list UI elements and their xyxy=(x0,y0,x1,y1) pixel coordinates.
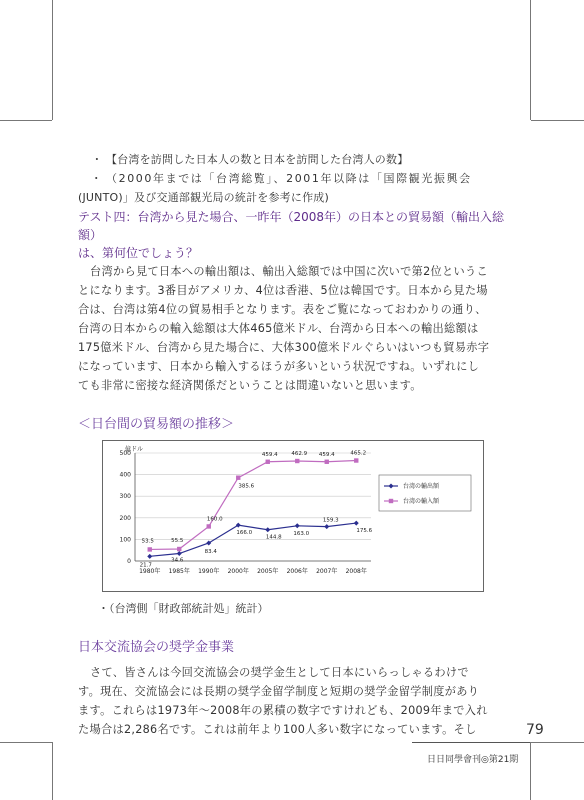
question-title-line: テスト四：台湾から見た場合、一昨年（2008年）の日本との貿易額（輸出入総額） xyxy=(78,210,505,242)
x-tick-label: 1990年 xyxy=(198,568,220,575)
section-title: 日本交流協会の奨学金事業 xyxy=(78,640,235,655)
question-title-line: は、第何位でしょう？ xyxy=(78,246,199,260)
data-point xyxy=(354,458,358,462)
footer-journal-title: 日日同學會刊◎第21期 xyxy=(427,755,519,765)
paragraph-line: さて、皆さんは今回交流協会の奨学金生として日本にいらっしゃるわけで xyxy=(90,666,469,679)
question-title xyxy=(78,208,510,262)
answer-line: になっています、日本から輸入するほうが多いという状況ですね。いずれにし xyxy=(78,360,480,373)
chart-section-title: ＜日台間の貿易額の推移＞ xyxy=(78,417,235,432)
x-tick-label: 2005年 xyxy=(257,568,279,575)
data-label: 34.6 xyxy=(171,557,184,564)
crop-mark xyxy=(52,0,53,120)
legend-box xyxy=(379,475,471,511)
legend-marker xyxy=(389,499,393,503)
data-label: 83.4 xyxy=(204,548,217,555)
page-content xyxy=(78,150,510,739)
data-label: 459.4 xyxy=(261,451,278,458)
bullet-item xyxy=(88,169,510,188)
data-label: 459.4 xyxy=(318,451,335,458)
page-number: 79 xyxy=(526,722,544,738)
answer-line: 台湾から見て日本への輸出額は、輸出入総額では中国に次いで第2位というこ xyxy=(90,265,488,278)
crop-mark xyxy=(0,120,52,121)
bullet-text: (JUNTO)」及び交通部観光局の統計を参考に作成) xyxy=(78,191,329,204)
data-point xyxy=(177,551,182,556)
y-tick-label: 0 xyxy=(127,558,131,565)
data-label: 465.2 xyxy=(350,450,367,457)
paragraph-line: た場合は2,286名です。これは前年より100人多い数字になっています。そし xyxy=(78,723,477,736)
footer-rule xyxy=(412,742,530,743)
bullet-marker: ・ xyxy=(98,602,109,615)
y-unit-label: 億ドル xyxy=(125,446,144,453)
x-tick-label: 2000年 xyxy=(227,568,249,575)
paragraph-line: す。現在、交流協会には長期の奨学金留学制度と短期の奨学金留学制度があり xyxy=(78,685,480,698)
paragraph-line: ます。これらは1973年～2008年の累積の数字ですけれども、2009年まで入れ xyxy=(78,704,488,717)
y-tick-label: 500 xyxy=(119,450,131,457)
data-point xyxy=(325,460,329,464)
scholarship-paragraph xyxy=(78,663,510,739)
bullet-marker: ・ xyxy=(91,153,103,166)
y-tick-label: 200 xyxy=(119,514,131,522)
data-point xyxy=(236,476,240,480)
data-label: 21.7 xyxy=(139,562,152,569)
x-tick-label: 1985年 xyxy=(168,568,190,575)
answer-line: 合は、台湾は第4位の貿易相手となります。表をご覧になっておわかりの通り、 xyxy=(78,303,487,316)
crop-mark xyxy=(531,742,584,743)
series-line xyxy=(150,461,357,550)
x-tick-label: 1980年 xyxy=(139,568,161,575)
data-point xyxy=(266,460,270,464)
x-tick-label: 2007年 xyxy=(316,568,338,575)
y-tick-label: 100 xyxy=(119,536,131,544)
crop-mark xyxy=(52,742,53,800)
answer-line: 175億米ドル、台湾から見た場合に、大体300億米ドルぐらいはいつも貿易赤字 xyxy=(78,341,490,354)
x-tick-label: 2006年 xyxy=(286,568,308,575)
crop-mark xyxy=(531,120,584,121)
crop-mark xyxy=(0,742,52,743)
data-label: 462.9 xyxy=(291,451,308,458)
x-tick-label: 2008年 xyxy=(345,568,367,575)
answer-line: 台湾の日本からの輸入総額は大体465億米ドル、台湾から日本への輸出総額は xyxy=(78,322,479,335)
data-label: 144.8 xyxy=(265,534,282,541)
bullet-text: （2000年までは「台湾総覧」、2001年以降は「国際観光振興会 xyxy=(106,172,472,185)
data-point xyxy=(147,554,152,559)
data-point xyxy=(324,524,329,529)
chart-source-text: （台湾側「財政部統計処」統計） xyxy=(109,602,269,615)
legend-label: 台湾の輸入額 xyxy=(403,498,440,505)
bullet-marker: ・ xyxy=(90,172,104,185)
chart-source-note xyxy=(98,600,510,616)
data-label: 385.6 xyxy=(238,483,255,490)
data-point xyxy=(354,521,359,526)
data-point xyxy=(265,527,270,532)
crop-mark xyxy=(530,0,531,120)
crop-mark xyxy=(530,742,531,800)
data-point xyxy=(295,459,299,463)
bullet-item xyxy=(88,150,510,169)
data-label: 53.5 xyxy=(141,538,154,545)
legend-label: 台湾の輸出額 xyxy=(403,483,440,490)
y-tick-label: 300 xyxy=(119,493,131,501)
data-label: 55.5 xyxy=(171,538,184,545)
answer-line: とになります。3番目がアメリカ、4位は香港、5位は韓国です。日本から見た場 xyxy=(78,284,488,297)
data-label: 166.0 xyxy=(236,530,253,537)
data-point xyxy=(148,547,152,551)
trade-chart-svg xyxy=(103,441,483,591)
y-tick-label: 400 xyxy=(119,471,131,479)
bullet-text: 【台湾を訪問した日本人の数と日本を訪問した台湾人の数】 xyxy=(106,153,409,166)
data-label: 163.0 xyxy=(293,530,310,537)
data-label: 160.0 xyxy=(206,516,223,523)
data-label: 175.6 xyxy=(356,528,373,535)
trade-chart xyxy=(102,440,484,592)
answer-line: ても非常に密接な経済関係だということは間違いないと思います。 xyxy=(78,379,422,392)
data-point xyxy=(207,524,211,528)
data-point xyxy=(177,547,181,551)
data-label: 159.3 xyxy=(322,517,339,524)
bullet-item xyxy=(78,188,510,207)
answer-paragraph xyxy=(78,262,510,395)
data-point xyxy=(295,523,300,528)
